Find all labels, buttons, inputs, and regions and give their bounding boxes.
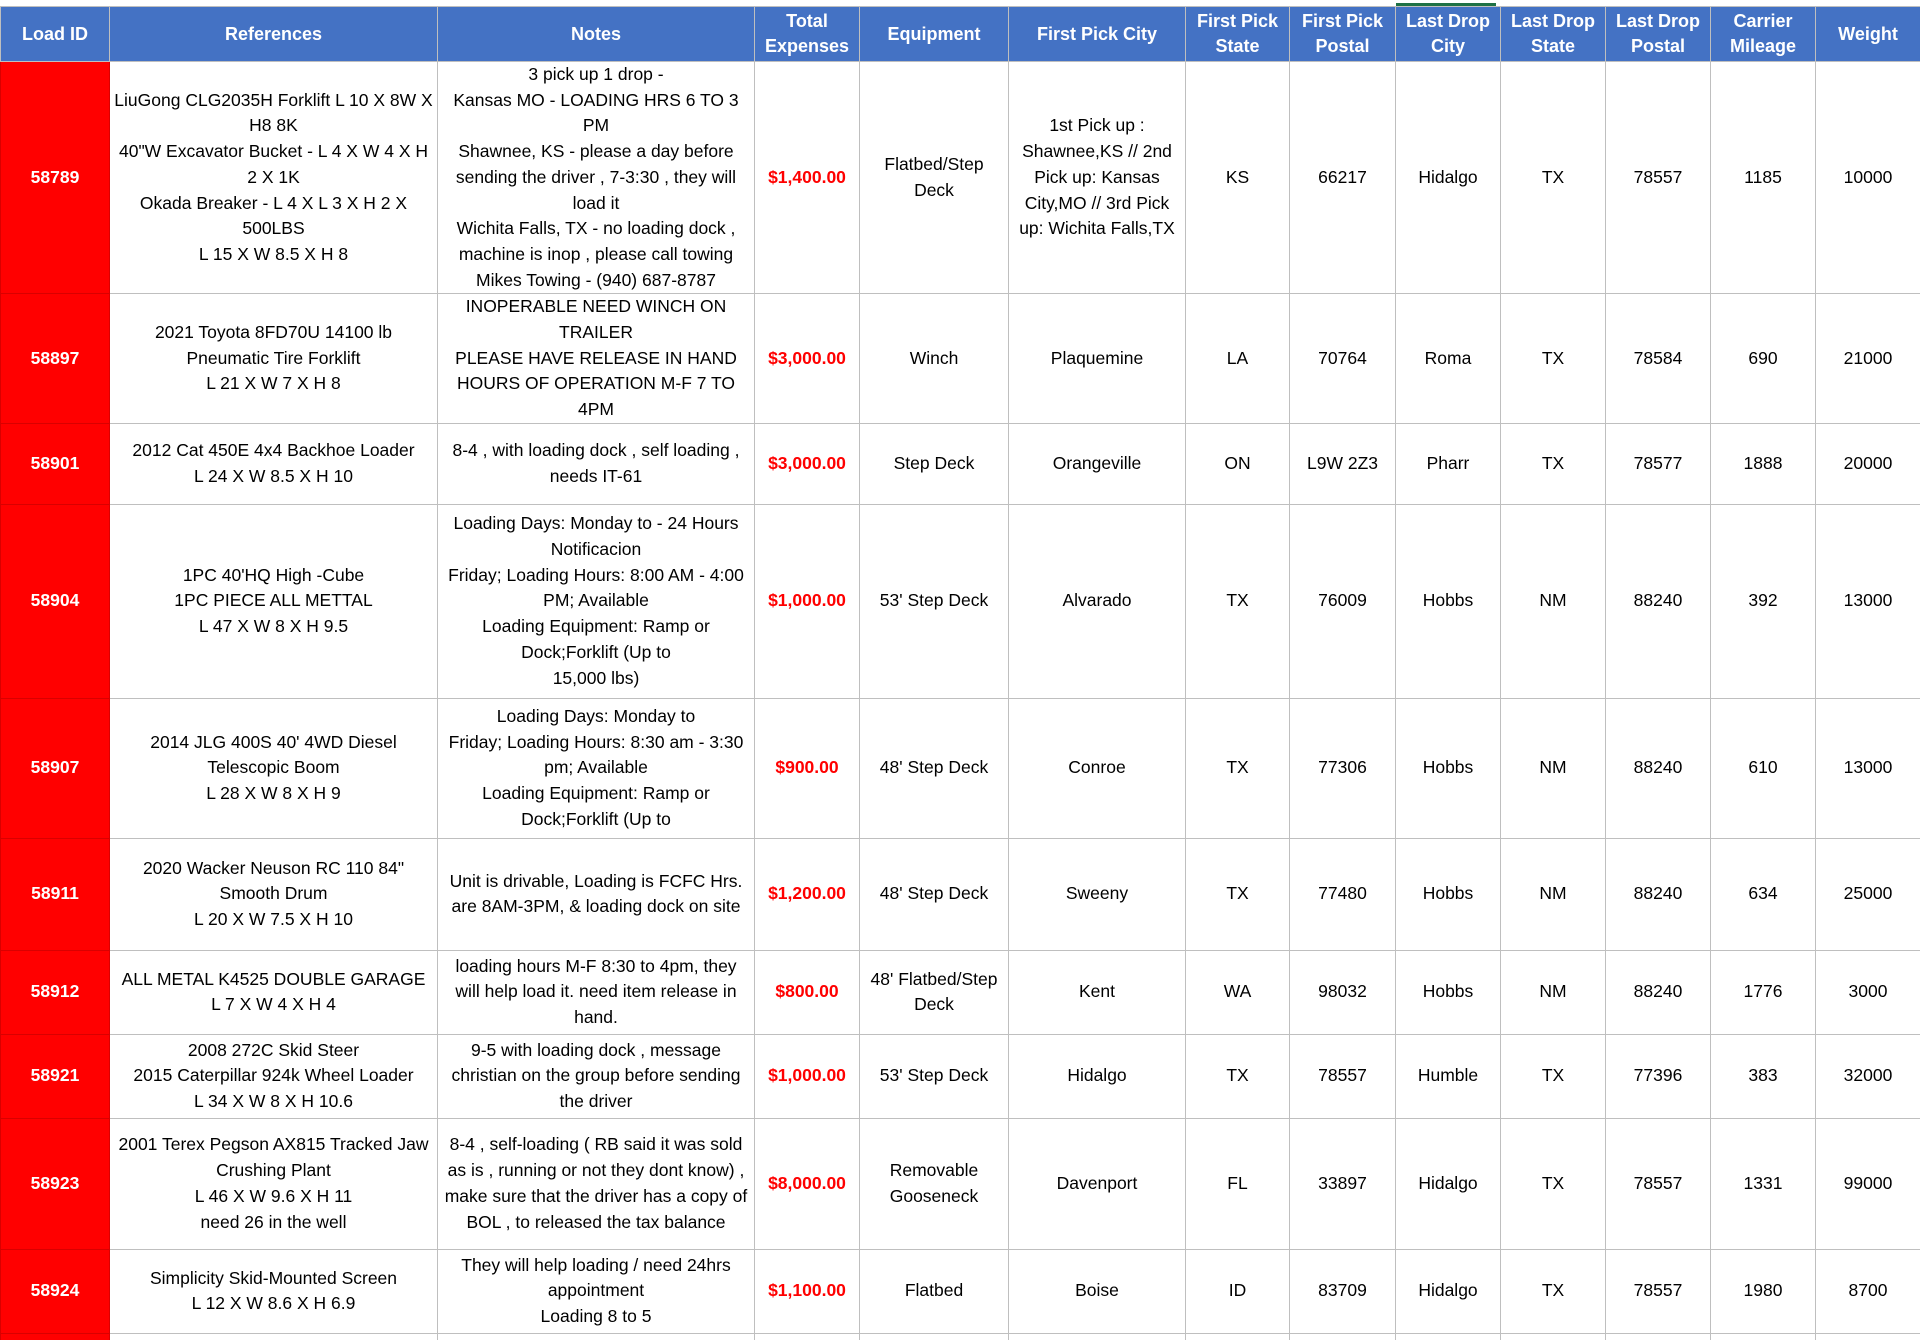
last-drop-postal-cell[interactable]: 88240 (1606, 698, 1711, 838)
last-drop-postal-cell[interactable]: 88240 (1606, 838, 1711, 950)
references-cell[interactable]: 1PC 40'HQ High -Cube 1PC PIECE ALL METTAL L 47 X W 8 X H 9.5 (110, 504, 438, 698)
equipment-cell[interactable]: 48' Step Deck (860, 698, 1009, 838)
last-drop-city-cell[interactable]: Hidalgo (1396, 1249, 1501, 1333)
last-drop-city-cell[interactable]: Hobbs (1396, 838, 1501, 950)
table-row (1, 423, 1920, 504)
carrier-mileage-cell[interactable]: 1888 (1711, 423, 1816, 504)
references-cell[interactable]: 2020 Wacker Neuson RC 110 84" Smooth Drum L 20 X W 7.5 X H 10 (110, 838, 438, 950)
first-pick-city-cell[interactable]: 1st Pick up : Shawnee,KS // 2nd Pick up: Kansas City,MO // 3rd Pick up: Wichita Falls,TX (1009, 62, 1186, 294)
table-row (1, 504, 1920, 698)
equipment-cell[interactable]: Removable Gooseneck (860, 1118, 1009, 1249)
header-first-pick-postal[interactable]: First Pick Postal (1290, 7, 1396, 62)
carrier-mileage-cell[interactable]: 392 (1711, 504, 1816, 698)
last-drop-city-cell[interactable]: Humble (1396, 1034, 1501, 1118)
last-drop-state-cell[interactable]: TX (1501, 1249, 1606, 1333)
notes-cell[interactable]: Unit is drivable, Loading is FCFC Hrs. are 8AM-3PM, & loading dock on site (438, 838, 755, 950)
first-pick-state-cell[interactable]: LA (1186, 294, 1290, 424)
header-row (1, 7, 1920, 62)
carrier-mileage-cell[interactable]: 383 (1711, 1034, 1816, 1118)
header-last-drop-city[interactable]: Last Drop City (1396, 7, 1501, 62)
first-pick-postal-cell[interactable]: 66217 (1290, 62, 1396, 294)
header-notes[interactable]: Notes (438, 7, 755, 62)
references-cell[interactable]: LiuGong CLG2035H Forklift L 10 X 8W X H8 8K 40"W Excavator Bucket - L 4 X W 4 X H 2 X 1K Okada Breaker - L 4 X L 3 X H 2 X 500LBS L 15 X W 8.5 X H 8 (110, 62, 438, 294)
load-id-cell[interactable]: 58904 (1, 504, 110, 698)
equipment-cell[interactable]: 53' Step Deck (860, 1034, 1009, 1118)
carrier-mileage-cell[interactable]: 1980 (1711, 1249, 1816, 1333)
references-cell[interactable]: 2001 Terex Pegson AX815 Tracked Jaw Crushing Plant L 46 X W 9.6 X H 11 need 26 in the well (110, 1118, 438, 1249)
header-first-pick-city[interactable]: First Pick City (1009, 7, 1186, 62)
header-equipment[interactable]: Equipment (860, 7, 1009, 62)
partial-row (1, 1333, 1920, 1340)
first-pick-city-cell[interactable]: Davenport (1009, 1118, 1186, 1249)
notes-cell[interactable]: They will help loading / need 24hrs appointment Loading 8 to 5 (438, 1249, 755, 1333)
weight-cell[interactable]: 10000 (1816, 62, 1920, 294)
first-pick-state-cell[interactable]: TX (1186, 838, 1290, 950)
first-pick-postal-cell[interactable]: 77480 (1290, 838, 1396, 950)
last-drop-postal-cell[interactable]: 78577 (1606, 423, 1711, 504)
load-id-cell[interactable]: 58923 (1, 1118, 110, 1249)
first-pick-state-cell[interactable]: TX (1186, 698, 1290, 838)
notes-cell[interactable]: Loading Days: Monday to Friday; Loading Hours: 8:30 am - 3:30 pm; Available Loading Equipment: Ramp or Dock;Forklift (Up to (438, 698, 755, 838)
first-pick-postal-cell[interactable]: 70764 (1290, 294, 1396, 424)
notes-cell[interactable]: INOPERABLE NEED WINCH ON TRAILER PLEASE HAVE RELEASE IN HAND HOURS OF OPERATION M-F 7 TO 4PM (438, 294, 755, 424)
notes-cell[interactable]: 8-4 , self-loading ( RB said it was sold as is , running or not they dont know) , make sure that the driver has a copy of BOL , to released the tax balance (438, 1118, 755, 1249)
first-pick-postal-cell[interactable]: 78557 (1290, 1034, 1396, 1118)
load-id-cell[interactable]: 58912 (1, 950, 110, 1034)
weight-cell[interactable]: 13000 (1816, 504, 1920, 698)
first-pick-city-cell[interactable]: Orangeville (1009, 423, 1186, 504)
references-cell[interactable]: 2021 Toyota 8FD70U 14100 lb Pneumatic Tire Forklift L 21 X W 7 X H 8 (110, 294, 438, 424)
last-drop-city-cell[interactable]: Hidalgo (1396, 1118, 1501, 1249)
last-drop-city-cell[interactable]: Hobbs (1396, 504, 1501, 698)
references-cell[interactable]: 2014 JLG 400S 40' 4WD Diesel Telescopic Boom L 28 X W 8 X H 9 (110, 698, 438, 838)
load-id-cell[interactable]: 58907 (1, 698, 110, 838)
load-id-cell[interactable]: 58789 (1, 62, 110, 294)
total-expenses-cell[interactable]: $8,000.00 (755, 1118, 860, 1249)
first-pick-state-cell[interactable]: TX (1186, 504, 1290, 698)
load-id-cell[interactable]: 58911 (1, 838, 110, 950)
total-expenses-cell[interactable]: $1,000.00 (755, 1034, 860, 1118)
header-total-expenses[interactable]: Total Expenses (755, 7, 860, 62)
empty-cell[interactable] (1290, 1333, 1396, 1340)
total-expenses-cell[interactable]: $1,400.00 (755, 62, 860, 294)
empty-cell[interactable] (1711, 1333, 1816, 1340)
references-cell[interactable]: Simplicity Skid-Mounted Screen L 12 X W 8.6 X H 6.9 (110, 1249, 438, 1333)
weight-cell[interactable]: 32000 (1816, 1034, 1920, 1118)
empty-cell[interactable] (1396, 1333, 1501, 1340)
last-drop-postal-cell[interactable]: 88240 (1606, 950, 1711, 1034)
first-pick-city-cell[interactable]: Alvarado (1009, 504, 1186, 698)
last-drop-postal-cell[interactable]: 78557 (1606, 1118, 1711, 1249)
total-expenses-cell[interactable]: $3,000.00 (755, 423, 860, 504)
header-first-pick-state[interactable]: First Pick State (1186, 7, 1290, 62)
total-expenses-cell[interactable]: $800.00 (755, 950, 860, 1034)
last-drop-state-cell[interactable]: NM (1501, 698, 1606, 838)
notes-cell[interactable]: 3 pick up 1 drop - Kansas MO - LOADING HRS 6 TO 3 PM Shawnee, KS - please a day before sending the driver , 7-3:30 , they will load it Wichita Falls, TX - no loading dock , machine is inop , please call towing Mikes Towing - (940) 687-8787 (438, 62, 755, 294)
header-carrier-mileage[interactable]: Carrier Mileage (1711, 7, 1816, 62)
table-row (1, 950, 1920, 1034)
last-drop-postal-cell[interactable]: 78557 (1606, 62, 1711, 294)
last-drop-city-cell[interactable]: Roma (1396, 294, 1501, 424)
empty-cell[interactable] (860, 1333, 1009, 1340)
header-load-id[interactable]: Load ID (1, 7, 110, 62)
equipment-cell[interactable]: Winch (860, 294, 1009, 424)
last-drop-city-cell[interactable]: Hidalgo (1396, 62, 1501, 294)
last-drop-city-cell[interactable]: Hobbs (1396, 698, 1501, 838)
empty-cell[interactable] (1501, 1333, 1606, 1340)
last-drop-state-cell[interactable]: TX (1501, 62, 1606, 294)
notes-cell[interactable]: loading hours M-F 8:30 to 4pm, they will help load it. need item release in hand. (438, 950, 755, 1034)
last-drop-state-cell[interactable]: NM (1501, 950, 1606, 1034)
first-pick-state-cell[interactable]: WA (1186, 950, 1290, 1034)
notes-cell[interactable]: 9-5 with loading dock , message christian on the group before sending the driver (438, 1034, 755, 1118)
load-id-cell[interactable]: 58901 (1, 423, 110, 504)
header-last-drop-postal[interactable]: Last Drop Postal (1606, 7, 1711, 62)
first-pick-city-cell[interactable]: Kent (1009, 950, 1186, 1034)
table-row (1, 294, 1920, 424)
header-references[interactable]: References (110, 7, 438, 62)
first-pick-postal-cell[interactable]: 33897 (1290, 1118, 1396, 1249)
last-drop-postal-cell[interactable]: 77396 (1606, 1034, 1711, 1118)
first-pick-state-cell[interactable]: ON (1186, 423, 1290, 504)
weight-cell[interactable]: 99000 (1816, 1118, 1920, 1249)
weight-cell[interactable]: 8700 (1816, 1249, 1920, 1333)
table-row (1, 838, 1920, 950)
load-id-cell[interactable]: 58921 (1, 1034, 110, 1118)
carrier-mileage-cell[interactable]: 1185 (1711, 62, 1816, 294)
first-pick-state-cell[interactable]: TX (1186, 1034, 1290, 1118)
first-pick-city-cell[interactable]: Sweeny (1009, 838, 1186, 950)
first-pick-city-cell[interactable]: Boise (1009, 1249, 1186, 1333)
empty-cell[interactable] (1606, 1333, 1711, 1340)
total-expenses-cell[interactable]: $1,200.00 (755, 838, 860, 950)
carrier-mileage-cell[interactable]: 690 (1711, 294, 1816, 424)
loads-table (0, 6, 1920, 1340)
first-pick-city-cell[interactable]: Plaquemine (1009, 294, 1186, 424)
empty-cell[interactable] (1, 1333, 110, 1340)
notes-cell[interactable]: 8-4 , with loading dock , self loading , needs IT-61 (438, 423, 755, 504)
total-expenses-cell[interactable]: $900.00 (755, 698, 860, 838)
first-pick-city-cell[interactable]: Hidalgo (1009, 1034, 1186, 1118)
first-pick-city-cell[interactable]: Conroe (1009, 698, 1186, 838)
table-row (1, 698, 1920, 838)
empty-cell[interactable] (1009, 1333, 1186, 1340)
table-row (1, 1249, 1920, 1333)
carrier-mileage-cell[interactable]: 610 (1711, 698, 1816, 838)
references-cell[interactable]: 2012 Cat 450E 4x4 Backhoe Loader L 24 X W 8.5 X H 10 (110, 423, 438, 504)
last-drop-state-cell[interactable]: TX (1501, 1118, 1606, 1249)
empty-cell[interactable] (755, 1333, 860, 1340)
last-drop-state-cell[interactable]: TX (1501, 423, 1606, 504)
table-row (1, 1034, 1920, 1118)
last-drop-state-cell[interactable]: NM (1501, 504, 1606, 698)
weight-cell[interactable]: 25000 (1816, 838, 1920, 950)
equipment-cell[interactable]: Flatbed (860, 1249, 1009, 1333)
carrier-mileage-cell[interactable]: 1776 (1711, 950, 1816, 1034)
load-id-cell[interactable]: 58897 (1, 294, 110, 424)
weight-cell[interactable]: 3000 (1816, 950, 1920, 1034)
last-drop-city-cell[interactable]: Pharr (1396, 423, 1501, 504)
references-cell[interactable]: ALL METAL K4525 DOUBLE GARAGE L 7 X W 4 X H 4 (110, 950, 438, 1034)
first-pick-postal-cell[interactable]: 77306 (1290, 698, 1396, 838)
header-weight[interactable]: Weight (1816, 7, 1920, 62)
empty-cell[interactable] (1186, 1333, 1290, 1340)
carrier-mileage-cell[interactable]: 634 (1711, 838, 1816, 950)
weight-cell[interactable]: 13000 (1816, 698, 1920, 838)
equipment-cell[interactable]: Flatbed/Step Deck (860, 62, 1009, 294)
equipment-cell[interactable]: 53' Step Deck (860, 504, 1009, 698)
weight-cell[interactable]: 21000 (1816, 294, 1920, 424)
last-drop-postal-cell[interactable]: 78584 (1606, 294, 1711, 424)
header-last-drop-state[interactable]: Last Drop State (1501, 7, 1606, 62)
last-drop-state-cell[interactable]: TX (1501, 294, 1606, 424)
references-cell[interactable]: 2008 272C Skid Steer 2015 Caterpillar 924k Wheel Loader L 34 X W 8 X H 10.6 (110, 1034, 438, 1118)
empty-cell[interactable] (110, 1333, 438, 1340)
carrier-mileage-cell[interactable]: 1331 (1711, 1118, 1816, 1249)
first-pick-postal-cell[interactable]: 83709 (1290, 1249, 1396, 1333)
notes-cell[interactable]: Loading Days: Monday to - 24 Hours Notificacion Friday; Loading Hours: 8:00 AM - 4:00 PM; Available Loading Equipment: Ramp or Dock;Forklift (Up to 15,000 lbs) (438, 504, 755, 698)
total-expenses-cell[interactable]: $1,000.00 (755, 504, 860, 698)
last-drop-postal-cell[interactable]: 78557 (1606, 1249, 1711, 1333)
empty-cell[interactable] (1816, 1333, 1920, 1340)
total-expenses-cell[interactable]: $3,000.00 (755, 294, 860, 424)
first-pick-postal-cell[interactable]: L9W 2Z3 (1290, 423, 1396, 504)
table-row (1, 62, 1920, 294)
load-id-cell[interactable]: 58924 (1, 1249, 110, 1333)
equipment-cell[interactable]: Step Deck (860, 423, 1009, 504)
total-expenses-cell[interactable]: $1,100.00 (755, 1249, 860, 1333)
last-drop-city-cell[interactable]: Hobbs (1396, 950, 1501, 1034)
weight-cell[interactable]: 20000 (1816, 423, 1920, 504)
first-pick-postal-cell[interactable]: 98032 (1290, 950, 1396, 1034)
equipment-cell[interactable]: 48' Flatbed/Step Deck (860, 950, 1009, 1034)
last-drop-postal-cell[interactable]: 88240 (1606, 504, 1711, 698)
empty-cell[interactable] (438, 1333, 755, 1340)
first-pick-postal-cell[interactable]: 76009 (1290, 504, 1396, 698)
last-drop-state-cell[interactable]: NM (1501, 838, 1606, 950)
first-pick-state-cell[interactable]: FL (1186, 1118, 1290, 1249)
table-row (1, 1118, 1920, 1249)
first-pick-state-cell[interactable]: ID (1186, 1249, 1290, 1333)
equipment-cell[interactable]: 48' Step Deck (860, 838, 1009, 950)
last-drop-state-cell[interactable]: TX (1501, 1034, 1606, 1118)
first-pick-state-cell[interactable]: KS (1186, 62, 1290, 294)
